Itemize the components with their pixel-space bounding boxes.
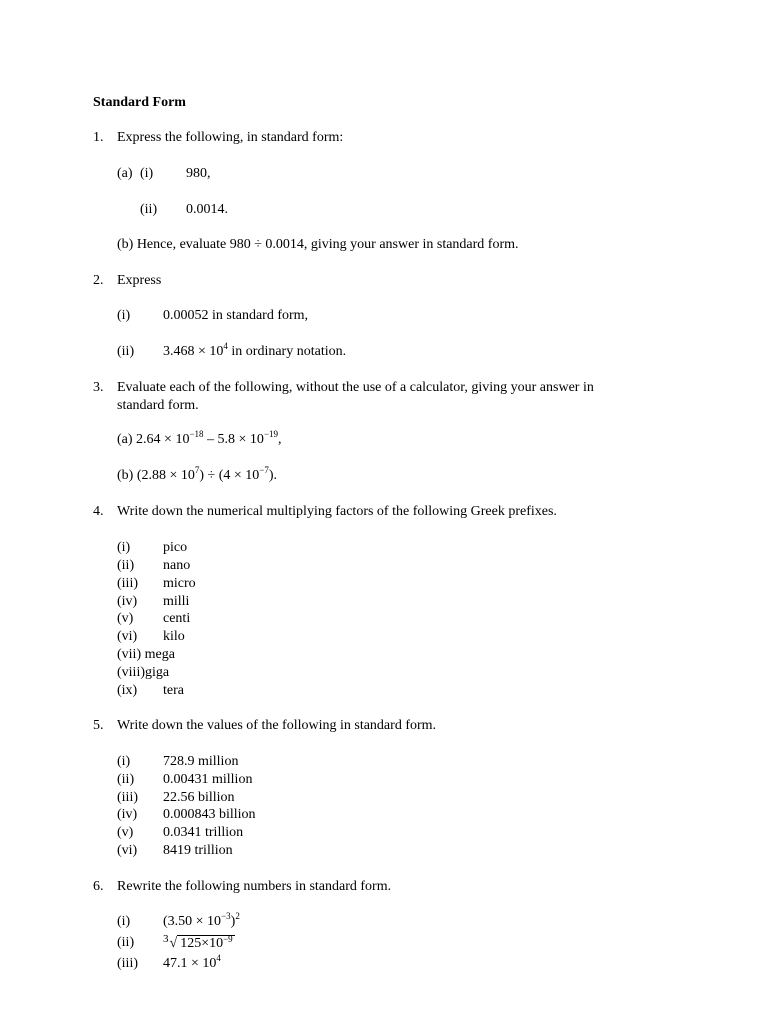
q6-ii-label: (ii): [117, 935, 135, 950]
q1-part-a-label: (a): [117, 166, 133, 181]
q4-ix-label: (ix): [117, 683, 138, 698]
q4-vii-item: (vii) mega: [117, 647, 175, 662]
q6-ii-expression: $^3$√ $125\times 10^{-9}$: [163, 933, 233, 951]
q4-ix-text: tera: [163, 683, 184, 698]
q5-i-text: 728.9 million: [163, 754, 239, 769]
q1-a-ii-text: 0.0014.: [186, 202, 228, 217]
question-1-prompt: Express the following, in standard form:: [117, 130, 344, 145]
q5-ii-text: 0.00431 million: [163, 772, 253, 787]
question-6-number: 6.: [93, 879, 104, 894]
page-title: Standard Form: [93, 95, 186, 110]
q2-i-label: (i): [117, 308, 131, 323]
q5-iv-text: 0.000843 billion: [163, 807, 256, 822]
q5-vi-label: (vi): [117, 843, 138, 858]
q3-part-a: (a) $2.64 \times 10^{-18} - 5.8 \times 10^{-19}$,: [117, 429, 282, 447]
question-3-prompt-line1: Evaluate each of the following, without the use of a calculator, giving your answer in: [117, 380, 594, 395]
q6-i-label: (i): [117, 914, 131, 929]
q5-ii-label: (ii): [117, 772, 135, 787]
q4-ii-text: nano: [163, 558, 191, 573]
question-5-prompt: Write down the values of the following in standard form.: [117, 718, 437, 733]
q1-part-b-text: (b) Hence, evaluate 980 ÷ 0.0014, giving your answer in standard form.: [117, 237, 519, 252]
q4-iii-label: (iii): [117, 576, 138, 591]
q5-i-label: (i): [117, 754, 131, 769]
question-1-number: 1.: [93, 130, 104, 145]
question-6-prompt: Rewrite the following numbers in standard form.: [117, 879, 392, 894]
question-2-prompt: Express: [117, 273, 162, 288]
q2-ii-label: (ii): [117, 344, 135, 359]
q4-v-label: (v): [117, 611, 134, 626]
q4-iv-text: milli: [163, 594, 190, 609]
q4-i-text: pico: [163, 540, 188, 555]
q5-iii-text: 22.56 billion: [163, 790, 235, 805]
q1-a-i-text: 980,: [186, 166, 211, 181]
q2-ii-expression: $3.468 \times 10^4$ in ordinary notation.: [163, 341, 347, 359]
q4-ii-label: (ii): [117, 558, 135, 573]
question-2-number: 2.: [93, 273, 104, 288]
q5-iv-label: (iv): [117, 807, 138, 822]
q3-part-b: (b) $(2.88 \times 10^7) \div (4 \times 10^{-7})$.: [117, 465, 278, 483]
question-4-number: 4.: [93, 504, 104, 519]
question-3-prompt-line2: standard form.: [117, 398, 199, 413]
q5-v-text: 0.0341 trillion: [163, 825, 244, 840]
q4-viii-item: (viii)giga: [117, 665, 170, 680]
radical-sign-icon: √: [169, 936, 178, 951]
q6-iii-label: (iii): [117, 956, 138, 971]
q5-iii-label: (iii): [117, 790, 138, 805]
question-4-prompt: Write down the numerical multiplying factors of the following Greek prefixes.: [117, 504, 557, 519]
q6-i-expression: $(3.50 \times 10^{-3})^2$: [163, 911, 240, 929]
q4-v-text: centi: [163, 611, 191, 626]
q1-a-i-label: (i): [140, 166, 154, 181]
q4-iii-text: micro: [163, 576, 196, 591]
question-3-number: 3.: [93, 380, 104, 395]
q2-i-text: 0.00052 in standard form,: [163, 308, 309, 323]
q5-vi-text: 8419 trillion: [163, 843, 233, 858]
q1-a-ii-label: (ii): [140, 202, 158, 217]
question-5-number: 5.: [93, 718, 104, 733]
q6-iii-expression: $47.1 \times 10^4$: [163, 953, 221, 971]
q4-i-label: (i): [117, 540, 131, 555]
q5-v-label: (v): [117, 825, 134, 840]
q4-vi-text: kilo: [163, 629, 185, 644]
q4-vi-label: (vi): [117, 629, 138, 644]
q4-iv-label: (iv): [117, 594, 138, 609]
